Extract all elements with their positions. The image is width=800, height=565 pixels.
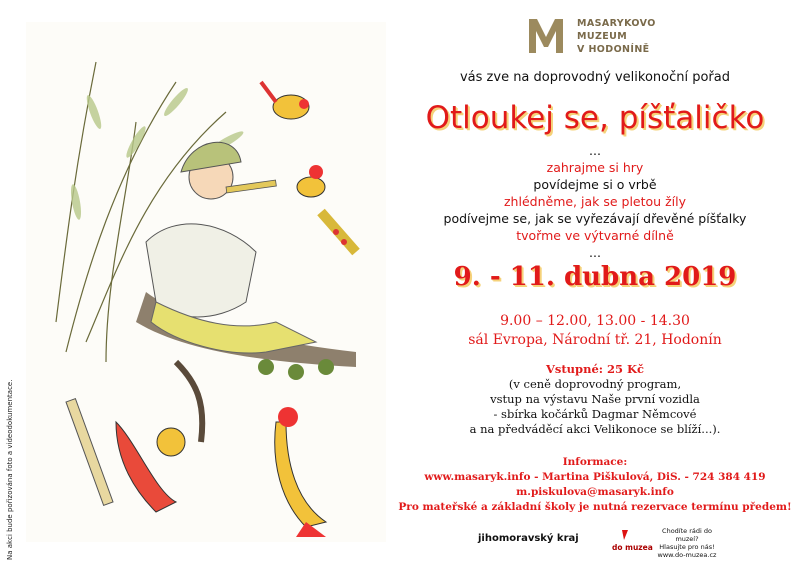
jihomoravsky-kraj-logo: jihomoravský kraj bbox=[478, 533, 579, 544]
do-muzea-line: Chodíte rádi do muzeí? bbox=[662, 527, 712, 543]
museum-name-line: MASARYKOVO bbox=[577, 17, 656, 29]
event-time-venue bbox=[390, 312, 800, 350]
invite-line: vás zve na doprovodný velikonoční pořad bbox=[459, 70, 730, 85]
entry-line: - sbírka kočárků Dagmar Němcové bbox=[493, 407, 697, 421]
photo-notice: Na akci bude pořizována foto a videodokumentace. bbox=[6, 379, 14, 560]
program-item: zahrajme si hry bbox=[546, 160, 644, 175]
event-venue: sál Evropa, Národní tř. 21, Hodonín bbox=[468, 332, 722, 348]
program-dots: ... bbox=[589, 245, 601, 260]
program-list bbox=[390, 142, 800, 261]
contact-info bbox=[390, 455, 800, 515]
info-label: Informace: bbox=[562, 456, 628, 468]
entry-fee: Vstupné: 25 Kč bbox=[545, 362, 645, 376]
event-date: 9. - 11. dubna 2019 bbox=[453, 262, 737, 292]
boy-with-whistle-illustration bbox=[26, 22, 386, 542]
do-muzea-wordmark: do muzea bbox=[612, 543, 653, 552]
program-item: tvořme ve výtvarné dílně bbox=[516, 228, 674, 243]
museum-logo bbox=[525, 15, 656, 57]
museum-name-line: V HODONÍNĚ bbox=[577, 43, 650, 55]
event-time: 9.00 – 12.00, 13.00 - 14.30 bbox=[500, 313, 690, 329]
museum-logo-icon bbox=[525, 15, 567, 57]
info-reservation-note: Pro mateřské a základní školy je nutná rezervace termínu předem! bbox=[398, 501, 792, 513]
info-email[interactable]: m.piskulova@masaryk.info bbox=[516, 486, 674, 498]
illustration-svg bbox=[26, 22, 386, 542]
event-title: Otloukej se, píšťaličko bbox=[425, 100, 765, 136]
entry-line: a na předváděcí akci Velikonoce se blíží...). bbox=[469, 422, 721, 436]
program-dots: ... bbox=[589, 143, 601, 158]
program-item: povídejme si o vrbě bbox=[533, 177, 657, 192]
do-muzea-line: Hlasujte pro nás! bbox=[659, 543, 715, 551]
program-item: podívejme se, jak se vyřezávají dřevěné píšťalky bbox=[443, 211, 747, 226]
museum-name-line: MUZEUM bbox=[577, 30, 628, 42]
info-contact-line[interactable]: www.masaryk.info - Martina Piškulová, DiS. - 724 384 419 bbox=[424, 471, 766, 483]
do-muzea-link[interactable]: www.do-muzea.cz bbox=[657, 551, 717, 559]
entry-info bbox=[390, 362, 800, 437]
entry-line: vstup na výstavu Naše první vozidla bbox=[490, 392, 700, 406]
entry-line: (v ceně doprovodný program, bbox=[508, 377, 682, 391]
do-muzea-promo bbox=[652, 527, 722, 559]
museum-name bbox=[577, 17, 656, 56]
program-item: zhlédněme, jak se pletou žíly bbox=[504, 194, 686, 209]
